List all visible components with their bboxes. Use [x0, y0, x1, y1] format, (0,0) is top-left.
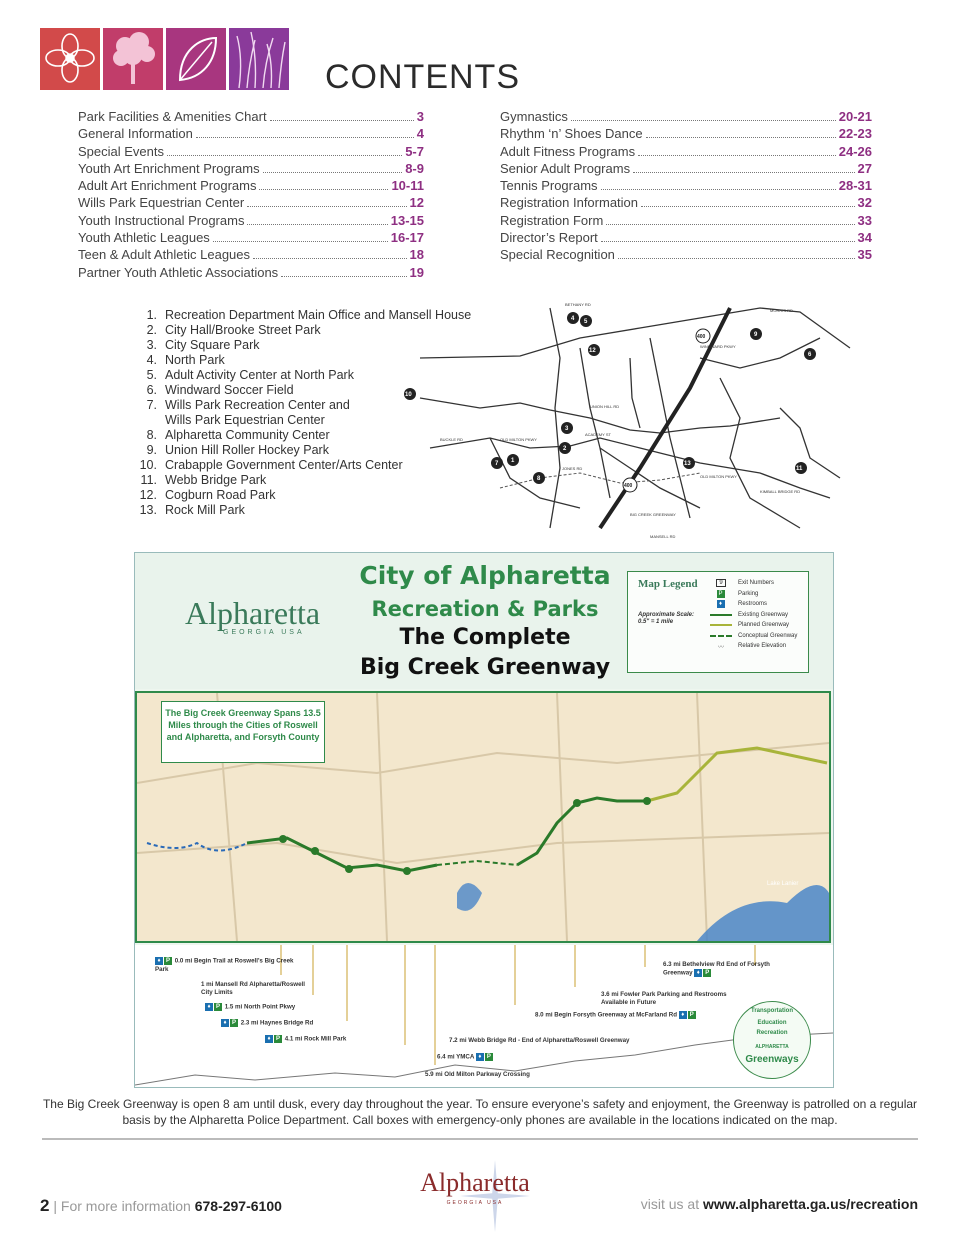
toc-entry [78, 229, 424, 246]
toc-entry-page: 18 [409, 247, 424, 263]
toc-entry-page: 35 [857, 247, 872, 263]
exit-number-icon: 9 [710, 579, 732, 587]
toc-right-column [500, 108, 872, 264]
park-name: North Park [165, 353, 225, 367]
toc-leader [259, 188, 388, 190]
svg-text:BUCKLE RD: BUCKLE RD [440, 437, 463, 442]
park-number: 5. [146, 368, 157, 382]
footer-info [40, 1196, 282, 1216]
svg-text:400: 400 [697, 334, 706, 340]
svg-text:7: 7 [495, 461, 499, 467]
toc-leader [601, 188, 836, 190]
toc-entry [78, 160, 424, 177]
svg-text:9: 9 [754, 332, 758, 338]
park-name: Union Hill Roller Hockey Park [165, 443, 329, 457]
svg-text:1: 1 [511, 458, 515, 464]
toc-entry-title: Registration Information [500, 195, 639, 211]
map-legend [627, 571, 809, 673]
info-label: For more information [60, 1198, 191, 1214]
park-name: Wills Park Recreation Center and [165, 398, 350, 412]
greenway-title-2: Recreation & Parks [371, 597, 599, 621]
toc-entry-page: 3 [416, 109, 424, 124]
park-number: 4. [146, 353, 157, 367]
park-number: 8. [146, 428, 157, 442]
park-name: Crabapple Government Center/Arts Center [165, 458, 403, 472]
toc-entry [78, 143, 424, 160]
svg-text:8: 8 [537, 476, 541, 482]
park-number [135, 413, 165, 428]
toc-left-column [78, 108, 424, 281]
park-name: Wills Park Equestrian Center [165, 413, 325, 427]
footer-separator: | [53, 1198, 57, 1214]
footer-logo [420, 1160, 530, 1232]
svg-text:ACADEMY ST: ACADEMY ST [585, 432, 611, 437]
toc-entry-title: Special Recognition [500, 247, 615, 263]
toc-entry-title: Teen & Adult Athletic Leagues [78, 247, 251, 263]
svg-text:10: 10 [405, 392, 412, 398]
restroom-icon: ♦ [710, 600, 732, 608]
svg-text:BETHANY RD: BETHANY RD [565, 302, 591, 307]
toc-entry-page: 19 [409, 264, 424, 280]
svg-text:13: 13 [684, 461, 691, 467]
park-number: 11. [140, 473, 157, 487]
legend-items: 9 Exit Numbers P Parking ♦ Restrooms Existing Greenway Planned Greenway Conceptual Greenway 〰 Relative Elevation [710, 578, 797, 652]
toc-entry-title: Special Events [78, 143, 164, 159]
toc-entry-title: Registration Form [500, 212, 604, 228]
toc-leader [641, 205, 855, 207]
elev-label-7: 7.2 mi Webb Bridge Rd - End of Alpharetta/Roswell Greenway [449, 1037, 630, 1044]
park-name: Adult Activity Center at North Park [165, 368, 354, 382]
svg-text:4: 4 [571, 316, 575, 322]
toc-entry-title: Wills Park Equestrian Center [78, 195, 245, 211]
park-number: 6. [146, 383, 157, 397]
toc-entry-page: 20-21 [838, 109, 872, 124]
svg-text:11: 11 [796, 466, 803, 472]
toc-leader [167, 154, 402, 156]
park-number: 10. [139, 458, 157, 472]
toc-entry-page: 27 [857, 160, 872, 176]
toc-entry [500, 125, 872, 142]
svg-text:KIMBALL BRIDGE RD: KIMBALL BRIDGE RD [760, 489, 801, 494]
elev-label-10: 6.3 mi Bethelview Rd End of Forsyth Greenway ♦ P [663, 961, 770, 977]
toc-entry-page: 4 [416, 126, 424, 142]
toc-entry-page: 5-7 [405, 143, 424, 159]
toc-entry-title: Rhythm ‘n’ Shoes Dance [500, 126, 643, 142]
legend-scale: Approximate Scale: 0.5" = 1 mile [638, 612, 695, 625]
svg-text:WINDWARD PKWY: WINDWARD PKWY [700, 344, 736, 349]
svg-text:5: 5 [584, 319, 588, 325]
toc-entry-title: General Information [78, 126, 193, 142]
toc-entry [500, 212, 872, 229]
park-number: 2. [146, 323, 157, 337]
toc-entry-title: Youth Athletic Leagues [78, 230, 210, 246]
footer-divider [42, 1138, 918, 1140]
toc-entry-title: Park Facilities & Amenities Chart [78, 109, 267, 124]
park-number: 13. [139, 503, 157, 517]
greenway-title-3: The Complete [399, 625, 571, 650]
toc-entry [500, 229, 872, 246]
toc-entry [78, 212, 424, 229]
toc-entry-title: Tennis Programs [500, 178, 598, 194]
alpharetta-logo-sub: GEORGIA USA [223, 629, 305, 636]
greenway-title-4: Big Creek Greenway [359, 655, 611, 680]
toc-entry-title: Adult Art Enrichment Programs [78, 178, 257, 194]
toc-entry [78, 194, 424, 211]
toc-leader [253, 257, 407, 259]
greenway-callout: The Big Creek Greenway Spans 13.5 Miles through the Cities of Roswell and Alpharetta, and Forsyth County [161, 701, 325, 763]
toc-entry-title: Senior Adult Programs [500, 160, 631, 176]
greenway-route-map [135, 691, 831, 943]
svg-text:MORRIS RD: MORRIS RD [770, 308, 793, 313]
svg-text:6: 6 [808, 352, 812, 358]
park-name: Cogburn Road Park [165, 488, 276, 502]
park-name: Rock Mill Park [165, 503, 245, 517]
toc-entry [78, 264, 424, 281]
grass-icon [229, 28, 289, 90]
toc-leader [601, 240, 855, 242]
page-number: 2 [40, 1196, 50, 1215]
park-name: City Hall/Brooke Street Park [165, 323, 321, 337]
toc-entry [78, 108, 424, 125]
toc-leader [606, 223, 854, 225]
flower-icon [40, 28, 100, 90]
svg-text:3: 3 [565, 426, 569, 432]
elev-label-3: ♦ P 2.3 mi Haynes Bridge Rd [221, 1019, 313, 1028]
toc-entry-page: 13-15 [390, 212, 424, 228]
svg-text:12: 12 [589, 348, 596, 354]
park-number: 9. [146, 443, 157, 457]
greenway-title-1: City of Alpharetta [359, 561, 611, 590]
toc-leader [618, 257, 855, 259]
toc-leader [247, 223, 387, 225]
planned-greenway-line [710, 621, 732, 629]
toc-entry [500, 177, 872, 194]
toc-entry [500, 108, 872, 125]
toc-entry-page: 12 [409, 195, 424, 211]
greenways-badge: Transportation Education Recreation ALPHARETTA Greenways [733, 1001, 811, 1079]
lake-label: Lake Lanier [767, 881, 799, 887]
elev-label-1: 1 mi Mansell Rd Alpharetta/Roswell City Limits [201, 981, 305, 996]
park-name: Windward Soccer Field [165, 383, 294, 397]
toc-entry-page: 33 [857, 212, 872, 228]
legend-title: Map Legend [638, 578, 698, 590]
svg-text:UNION HILL RD: UNION HILL RD [590, 404, 620, 409]
elev-label-6: 6.4 mi YMCA ♦ P [437, 1053, 491, 1061]
toc-entry [78, 177, 424, 194]
toc-leader [270, 119, 414, 121]
svg-text:OLD MILTON PKWY: OLD MILTON PKWY [500, 437, 537, 442]
toc-entry-title: Youth Art Enrichment Programs [78, 160, 260, 176]
toc-entry-page: 8-9 [405, 160, 424, 176]
toc-leader [247, 205, 406, 207]
page-title: CONTENTS [325, 58, 520, 96]
toc-entry-page: 24-26 [838, 143, 872, 159]
park-name: Webb Bridge Park [165, 473, 267, 487]
toc-entry-page: 22-23 [838, 126, 872, 142]
toc-entry-page: 10-11 [391, 178, 424, 194]
tree-icon [103, 28, 163, 90]
restroom-icon: ♦ [155, 957, 163, 965]
phone-number: 678-297-6100 [194, 1198, 282, 1214]
svg-text:OLD MILTON PKWY: OLD MILTON PKWY [700, 474, 737, 479]
greenway-header [135, 553, 833, 689]
greenway-map [134, 552, 834, 1088]
park-name: Alpharetta Community Center [165, 428, 330, 442]
greenway-caption: The Big Creek Greenway is open 8 am until dusk, every day throughout the year. To ensure everyone’s safety and enjoyment, the Greenway is patrolled on a regular basis by the Alpharetta Police Department. Call boxes with emergency-only phones are available in the locations indicated on the map. [42, 1097, 918, 1127]
alpharetta-logo: Alpharetta [185, 595, 321, 631]
svg-text:JONES RD: JONES RD [562, 466, 583, 471]
park-number: 1. [146, 308, 157, 322]
svg-text:400: 400 [624, 483, 633, 489]
toc-entry-page: 28-31 [838, 178, 872, 194]
svg-text:2: 2 [563, 446, 567, 452]
elev-label-5: 5.9 mi Old Milton Parkway Crossing [425, 1071, 530, 1078]
toc-entry [500, 160, 872, 177]
toc-leader [263, 171, 403, 173]
toc-leader [633, 171, 854, 173]
park-name: City Square Park [165, 338, 260, 352]
toc-entry-title: Gymnastics [500, 109, 568, 124]
svg-text:BIG CREEK GREENWAY: BIG CREEK GREENWAY [630, 512, 676, 517]
elev-label-8: 8.0 mi Begin Forsyth Greenway at McFarland Rd ♦ P [535, 1011, 694, 1019]
toc-entry [500, 246, 872, 263]
toc-entry-title: Partner Youth Athletic Associations [78, 264, 279, 280]
street-map [400, 298, 862, 542]
elev-label-9: 3.6 mi Fowler Park Parking and Restrooms Available in Future [601, 991, 727, 1006]
parking-icon: P [165, 958, 170, 964]
toc-entry-page: 34 [857, 230, 872, 246]
toc-entry [500, 194, 872, 211]
park-number: 3. [146, 338, 157, 352]
toc-entry-page: 16-17 [390, 230, 424, 246]
toc-entry [78, 246, 424, 263]
website-link[interactable]: www.alpharetta.ga.us/recreation [703, 1196, 918, 1212]
toc-entry-title: Adult Fitness Programs [500, 143, 636, 159]
leaf-icon [166, 28, 226, 90]
footer-logo-sub: GEORGIA USA [446, 1200, 504, 1206]
toc-entry-page: 32 [857, 195, 872, 211]
toc-entry [500, 143, 872, 160]
elevation-icon: 〰 [717, 644, 724, 651]
park-name: Recreation Department Main Office and Mansell House [165, 308, 472, 322]
elevation-profile [135, 945, 833, 1087]
toc-leader [281, 275, 406, 277]
toc-leader [571, 119, 836, 121]
toc-entry-title: Director’s Report [500, 230, 598, 246]
elev-label-4: ♦ P 4.1 mi Rock Mill Park [265, 1035, 346, 1044]
toc-entry-title: Youth Instructional Programs [78, 212, 245, 228]
existing-greenway-line [710, 611, 732, 619]
park-number: 7. [146, 398, 157, 412]
toc-leader [196, 136, 414, 138]
footer-visit [641, 1196, 918, 1212]
conceptual-greenway-line [710, 632, 732, 640]
svg-text:MANSELL RD: MANSELL RD [650, 534, 676, 539]
toc-entry [78, 125, 424, 142]
visit-label: visit us at [640, 1196, 700, 1212]
toc-leader [213, 240, 388, 242]
toc-leader [646, 136, 836, 138]
elev-label-0: ♦ P 0.0 mi Begin Trail at Roswell's Big Creek Park [155, 957, 294, 973]
footer-logo-word: Alpharetta [420, 1168, 530, 1197]
toc-leader [638, 154, 836, 156]
parking-icon: P [718, 590, 723, 597]
park-number: 12. [139, 488, 157, 502]
elev-label-2: ♦ P 1.5 mi North Point Pkwy [205, 1003, 295, 1012]
header-tiles [40, 28, 289, 90]
